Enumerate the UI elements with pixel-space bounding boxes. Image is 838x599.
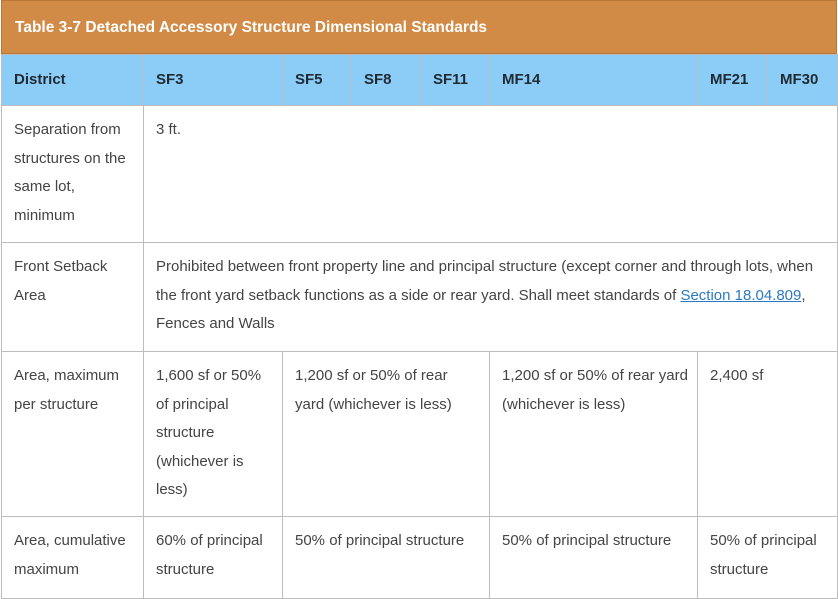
header-district: District xyxy=(2,55,144,106)
section-18-04-809-link[interactable]: Section 18.04.809 xyxy=(680,286,802,304)
cell-area-cumulative-mf14: 50% of principal structure xyxy=(490,517,698,599)
header-sf8: SF8 xyxy=(352,55,421,106)
table-row-front-setback xyxy=(2,243,838,352)
front-setback-text-after: , Fences and Walls xyxy=(156,286,806,332)
cell-area-max-sf5-sf11: 1,200 sf or 50% of rear yard (whichever is less) xyxy=(283,352,490,517)
header-sf5: SF5 xyxy=(283,55,352,106)
cell-area-max-mf14: 1,200 sf or 50% of rear yard (whichever is less) xyxy=(490,352,698,517)
row-label-separation: Separation from structures on the same lot, minimum xyxy=(2,106,144,243)
header-sf3: SF3 xyxy=(144,55,283,106)
standards-table-container xyxy=(1,0,837,599)
header-mf30: MF30 xyxy=(768,55,838,106)
cell-front-setback-value xyxy=(144,243,838,352)
table-row-separation xyxy=(2,106,838,243)
cell-area-cumulative-mf21-mf30: 50% of principal structure xyxy=(698,517,838,599)
cell-area-max-sf3: 1,600 sf or 50% of principal structure (whichever is less) xyxy=(144,352,283,517)
header-sf11: SF11 xyxy=(421,55,490,106)
row-label-area-max: Area, maximum per structure xyxy=(2,352,144,517)
table-row-area-max xyxy=(2,352,838,517)
cell-area-max-mf21-mf30: 2,400 sf xyxy=(698,352,838,517)
front-setback-text: Prohibited between front property line and principal structure (except corner and through lots, when the front yard setback functions as a side or rear yard. Shall meet standards of xyxy=(156,258,814,304)
header-mf21: MF21 xyxy=(698,55,768,106)
table-header-row xyxy=(2,55,838,106)
cell-area-cumulative-sf5-sf11: 50% of principal structure xyxy=(283,517,490,599)
header-mf14: MF14 xyxy=(490,55,698,106)
row-label-front-setback: Front Setback Area xyxy=(2,243,144,352)
cell-area-cumulative-sf3: 60% of principal structure xyxy=(144,517,283,599)
cell-separation-value: 3 ft. xyxy=(144,106,838,243)
table-caption: Table 3-7 Detached Accessory Structure Dimensional Standards xyxy=(1,0,837,54)
row-label-area-cumulative: Area, cumulative maximum xyxy=(2,517,144,599)
dimensional-standards-table xyxy=(1,54,838,599)
table-row-area-cumulative xyxy=(2,517,838,599)
